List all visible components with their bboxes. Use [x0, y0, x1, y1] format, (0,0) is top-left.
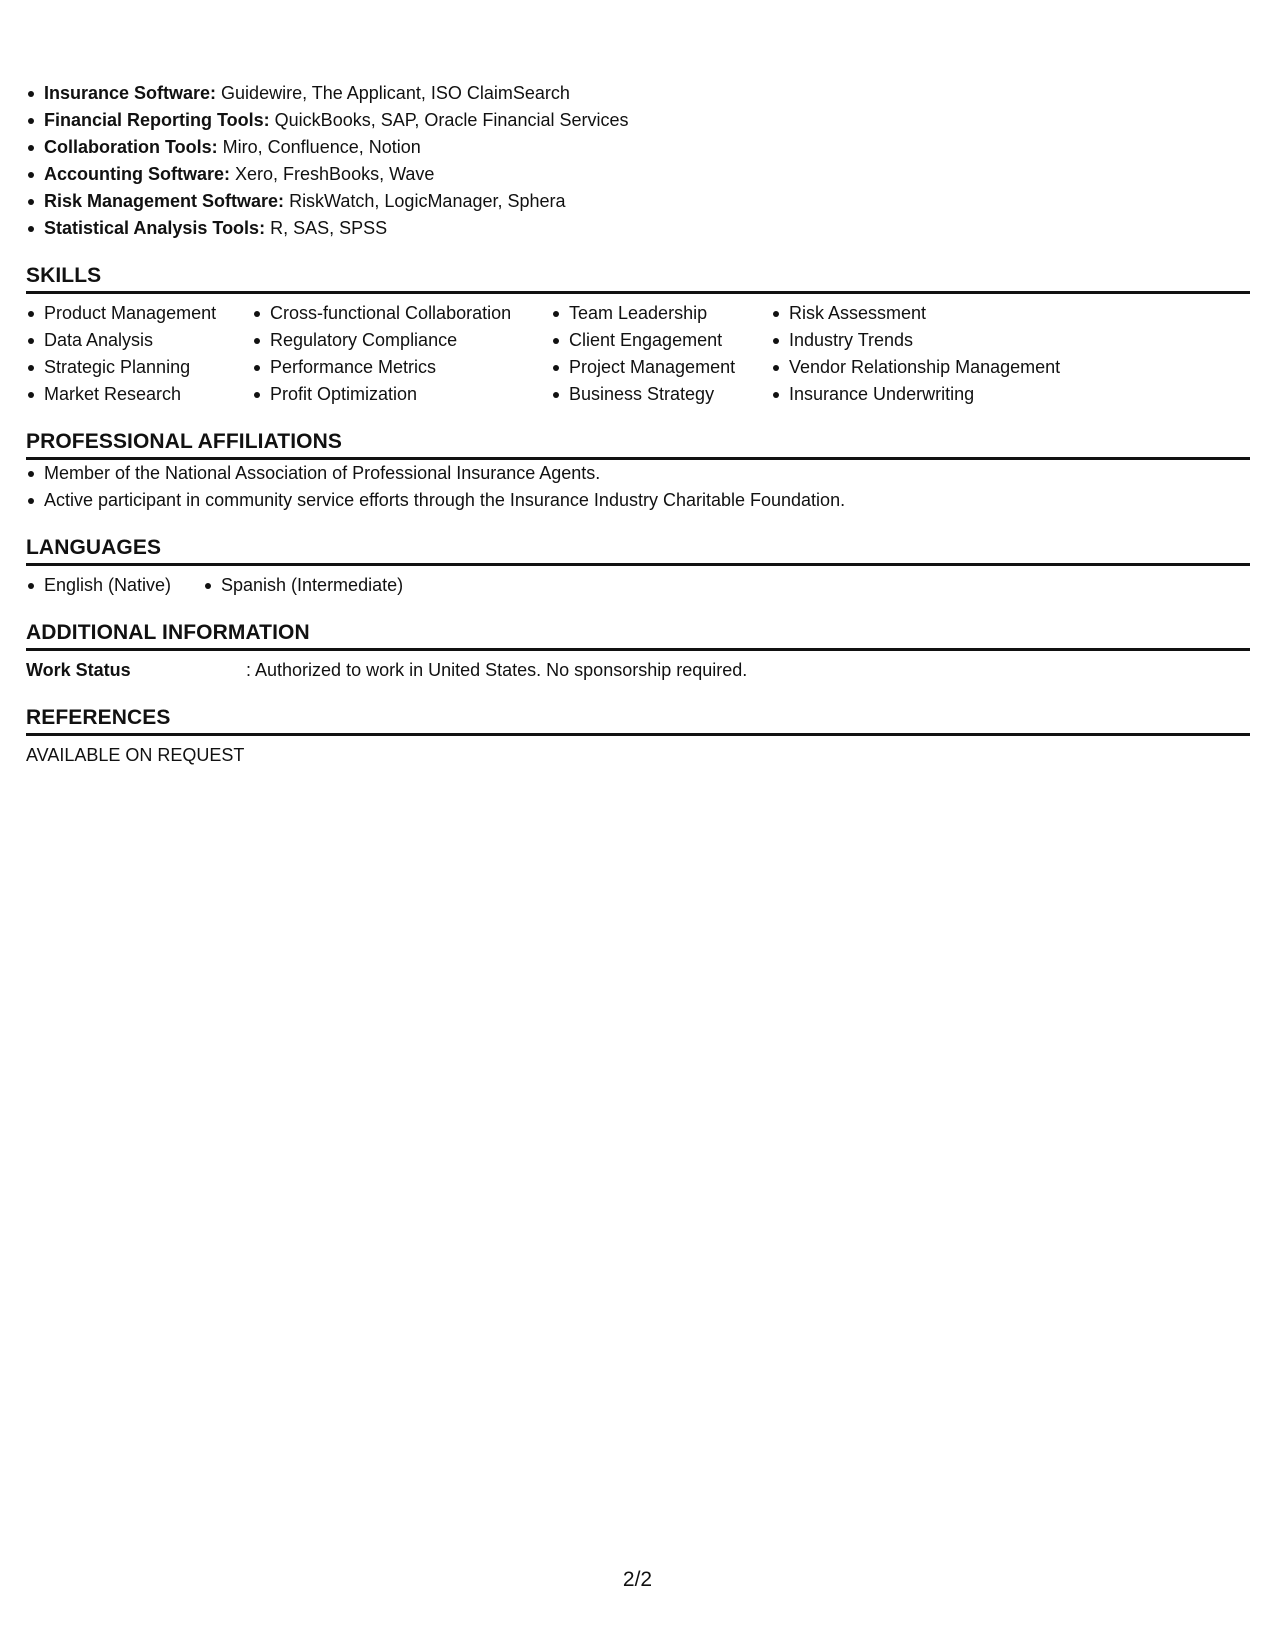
skills-column [551, 300, 771, 408]
skills-column [252, 300, 551, 408]
language-item: English (Native) [26, 572, 203, 599]
skill-item: Data Analysis [26, 327, 252, 354]
tools-item-label: Insurance Software: [44, 83, 217, 103]
languages-column [203, 572, 463, 599]
tools-item [26, 134, 1250, 161]
skill-item: Regulatory Compliance [252, 327, 551, 354]
skill-item: Strategic Planning [26, 354, 252, 381]
skill-item: Team Leadership [551, 300, 771, 327]
tools-item-value: Xero, FreshBooks, Wave [230, 164, 435, 184]
tools-item [26, 161, 1250, 188]
affiliation-item: Active participant in community service efforts through the Insurance Industry Charitable Foundation. [26, 487, 1250, 514]
skills-grid [26, 300, 1250, 408]
page-number: 2/2 [622, 1568, 653, 1591]
tools-list [26, 80, 1250, 242]
skill-item: Market Research [26, 381, 252, 408]
tools-item-value: Miro, Confluence, Notion [217, 137, 421, 157]
affiliation-item: Member of the National Association of Professional Insurance Agents. [26, 460, 1250, 487]
skill-item: Industry Trends [771, 327, 1091, 354]
tools-item-label: Collaboration Tools: [44, 137, 218, 157]
tools-item-label: Risk Management Software: [44, 191, 285, 211]
skill-item: Business Strategy [551, 381, 771, 408]
references-text: AVAILABLE ON REQUEST [26, 745, 245, 765]
additional-info-heading: ADDITIONAL INFORMATION [26, 619, 1250, 651]
skill-item: Cross-functional Collaboration [252, 300, 551, 327]
skill-item: Profit Optimization [252, 381, 551, 408]
skill-item: Product Management [26, 300, 252, 327]
info-key: Work Status [26, 660, 131, 680]
skill-item: Vendor Relationship Management [771, 354, 1091, 381]
language-item: Spanish (Intermediate) [203, 572, 463, 599]
skill-item: Insurance Underwriting [771, 381, 1091, 408]
skill-item: Project Management [551, 354, 771, 381]
tools-item-value: QuickBooks, SAP, Oracle Financial Services [269, 110, 629, 130]
additional-info-table [26, 657, 1250, 684]
affiliations-heading: PROFESSIONAL AFFILIATIONS [26, 428, 1250, 460]
tools-item [26, 188, 1250, 215]
tools-item [26, 107, 1250, 134]
languages-heading: LANGUAGES [26, 534, 1250, 566]
tools-item-value: Guidewire, The Applicant, ISO ClaimSearch [216, 83, 570, 103]
languages-list [26, 572, 1250, 599]
tools-item-label: Financial Reporting Tools: [44, 110, 270, 130]
affiliations-list [26, 460, 1250, 514]
tools-item-value: R, SAS, SPSS [265, 218, 388, 238]
skill-item: Risk Assessment [771, 300, 1091, 327]
info-value: : Authorized to work in United States. No sponsorship required. [246, 660, 748, 680]
skill-item: Performance Metrics [252, 354, 551, 381]
tools-item [26, 215, 1250, 242]
skills-column [26, 300, 252, 408]
tools-item-value: RiskWatch, LogicManager, Sphera [284, 191, 566, 211]
skill-item: Client Engagement [551, 327, 771, 354]
languages-column [26, 572, 203, 599]
references-heading: REFERENCES [26, 704, 1250, 736]
skills-column [771, 300, 1091, 408]
resume-page [26, 80, 1250, 769]
info-row [26, 657, 1250, 684]
skills-heading: SKILLS [26, 262, 1250, 294]
tools-item-label: Statistical Analysis Tools: [44, 218, 266, 238]
tools-item-label: Accounting Software: [44, 164, 231, 184]
tools-item [26, 80, 1250, 107]
